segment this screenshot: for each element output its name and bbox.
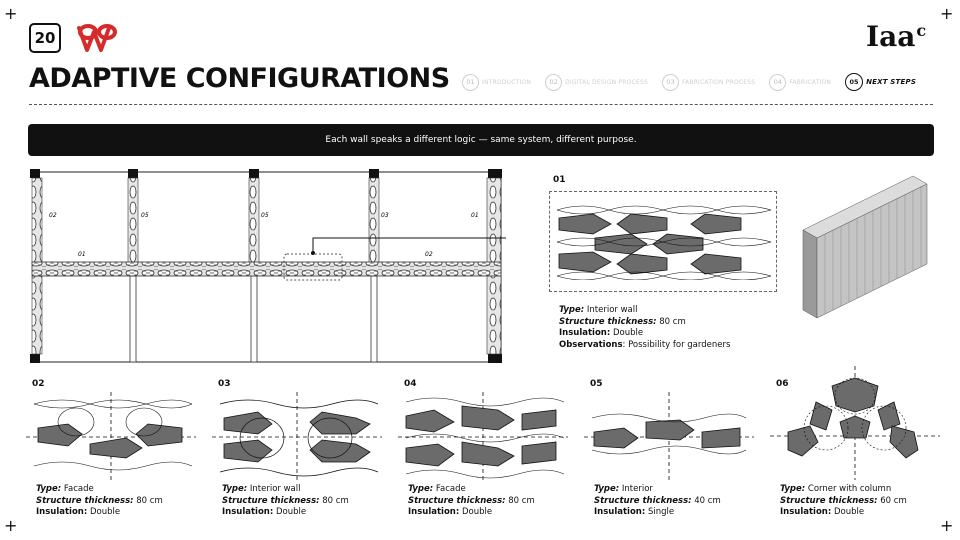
variant-04-pattern bbox=[398, 392, 568, 482]
variant-id: 02 bbox=[32, 379, 45, 389]
floor-plan-diagram bbox=[28, 168, 506, 366]
step-fabrication[interactable] bbox=[769, 74, 831, 91]
step-label: NEXT STEPS bbox=[866, 78, 917, 86]
step-label: FABRICATION bbox=[789, 78, 832, 86]
corner-plus-icon: + bbox=[940, 4, 954, 23]
plan-label: 02 bbox=[425, 251, 433, 258]
step-number: 04 bbox=[769, 74, 786, 91]
step-number: 05 bbox=[845, 73, 863, 91]
step-next-steps[interactable] bbox=[845, 73, 916, 91]
wall-isometric-render bbox=[795, 170, 935, 320]
plan-label: 03 bbox=[381, 212, 389, 219]
step-number: 01 bbox=[462, 74, 479, 91]
detail-id: 01 bbox=[553, 175, 566, 185]
variant-03-pattern bbox=[212, 392, 382, 482]
detail-specs: Type: Interior wall Structure thickness: 80 cm Insulation: Double Observations: Possibility for gardeners bbox=[559, 305, 731, 350]
step-digital-design[interactable] bbox=[545, 74, 648, 91]
section-navigation bbox=[462, 73, 930, 91]
brand-logo-icon bbox=[74, 20, 120, 56]
plan-label: 05 bbox=[261, 212, 269, 219]
variant-id: 06 bbox=[776, 379, 789, 389]
variant-specs: Type: Interior Structure thickness: 40 cm Insulation: Single bbox=[594, 484, 721, 517]
variant-specs: Type: Corner with column Structure thickness: 60 cm Insulation: Double bbox=[780, 484, 907, 517]
detail-01-pattern bbox=[555, 204, 773, 280]
variant-02-pattern bbox=[26, 392, 196, 482]
intro-banner: Each wall speaks a different logic — same system, different purpose. bbox=[28, 124, 934, 156]
header-divider bbox=[29, 104, 933, 105]
corner-plus-icon: + bbox=[4, 516, 18, 535]
plan-label: 05 bbox=[141, 212, 149, 219]
corner-plus-icon: + bbox=[4, 4, 18, 23]
step-fabrication-process[interactable] bbox=[662, 74, 755, 91]
variant-05-pattern bbox=[584, 392, 754, 482]
plan-label: 02 bbox=[49, 212, 57, 219]
step-label: FABRICATION PROCESS bbox=[681, 78, 756, 86]
variant-specs: Type: Interior wall Structure thickness: 80 cm Insulation: Double bbox=[222, 484, 349, 517]
corner-plus-icon: + bbox=[940, 516, 954, 535]
plan-label: 01 bbox=[78, 251, 86, 258]
variant-id: 03 bbox=[218, 379, 231, 389]
step-label: DIGITAL DESIGN PROCESS bbox=[565, 78, 648, 86]
variant-specs: Type: Facade Structure thickness: 80 cm Insulation: Double bbox=[36, 484, 163, 517]
step-number: 02 bbox=[545, 74, 562, 91]
iaac-logo: Iaac bbox=[866, 20, 927, 53]
step-introduction[interactable] bbox=[462, 74, 531, 91]
variant-specs: Type: Facade Structure thickness: 80 cm Insulation: Double bbox=[408, 484, 535, 517]
page-title: ADAPTIVE CONFIGURATIONS bbox=[29, 63, 450, 94]
step-label: INTRODUCTION bbox=[482, 78, 532, 86]
variant-id: 04 bbox=[404, 379, 417, 389]
page-number: 20 bbox=[29, 23, 61, 53]
plan-label: 01 bbox=[471, 212, 479, 219]
variant-06-pattern bbox=[770, 366, 940, 480]
step-number: 03 bbox=[662, 74, 679, 91]
variant-id: 05 bbox=[590, 379, 603, 389]
